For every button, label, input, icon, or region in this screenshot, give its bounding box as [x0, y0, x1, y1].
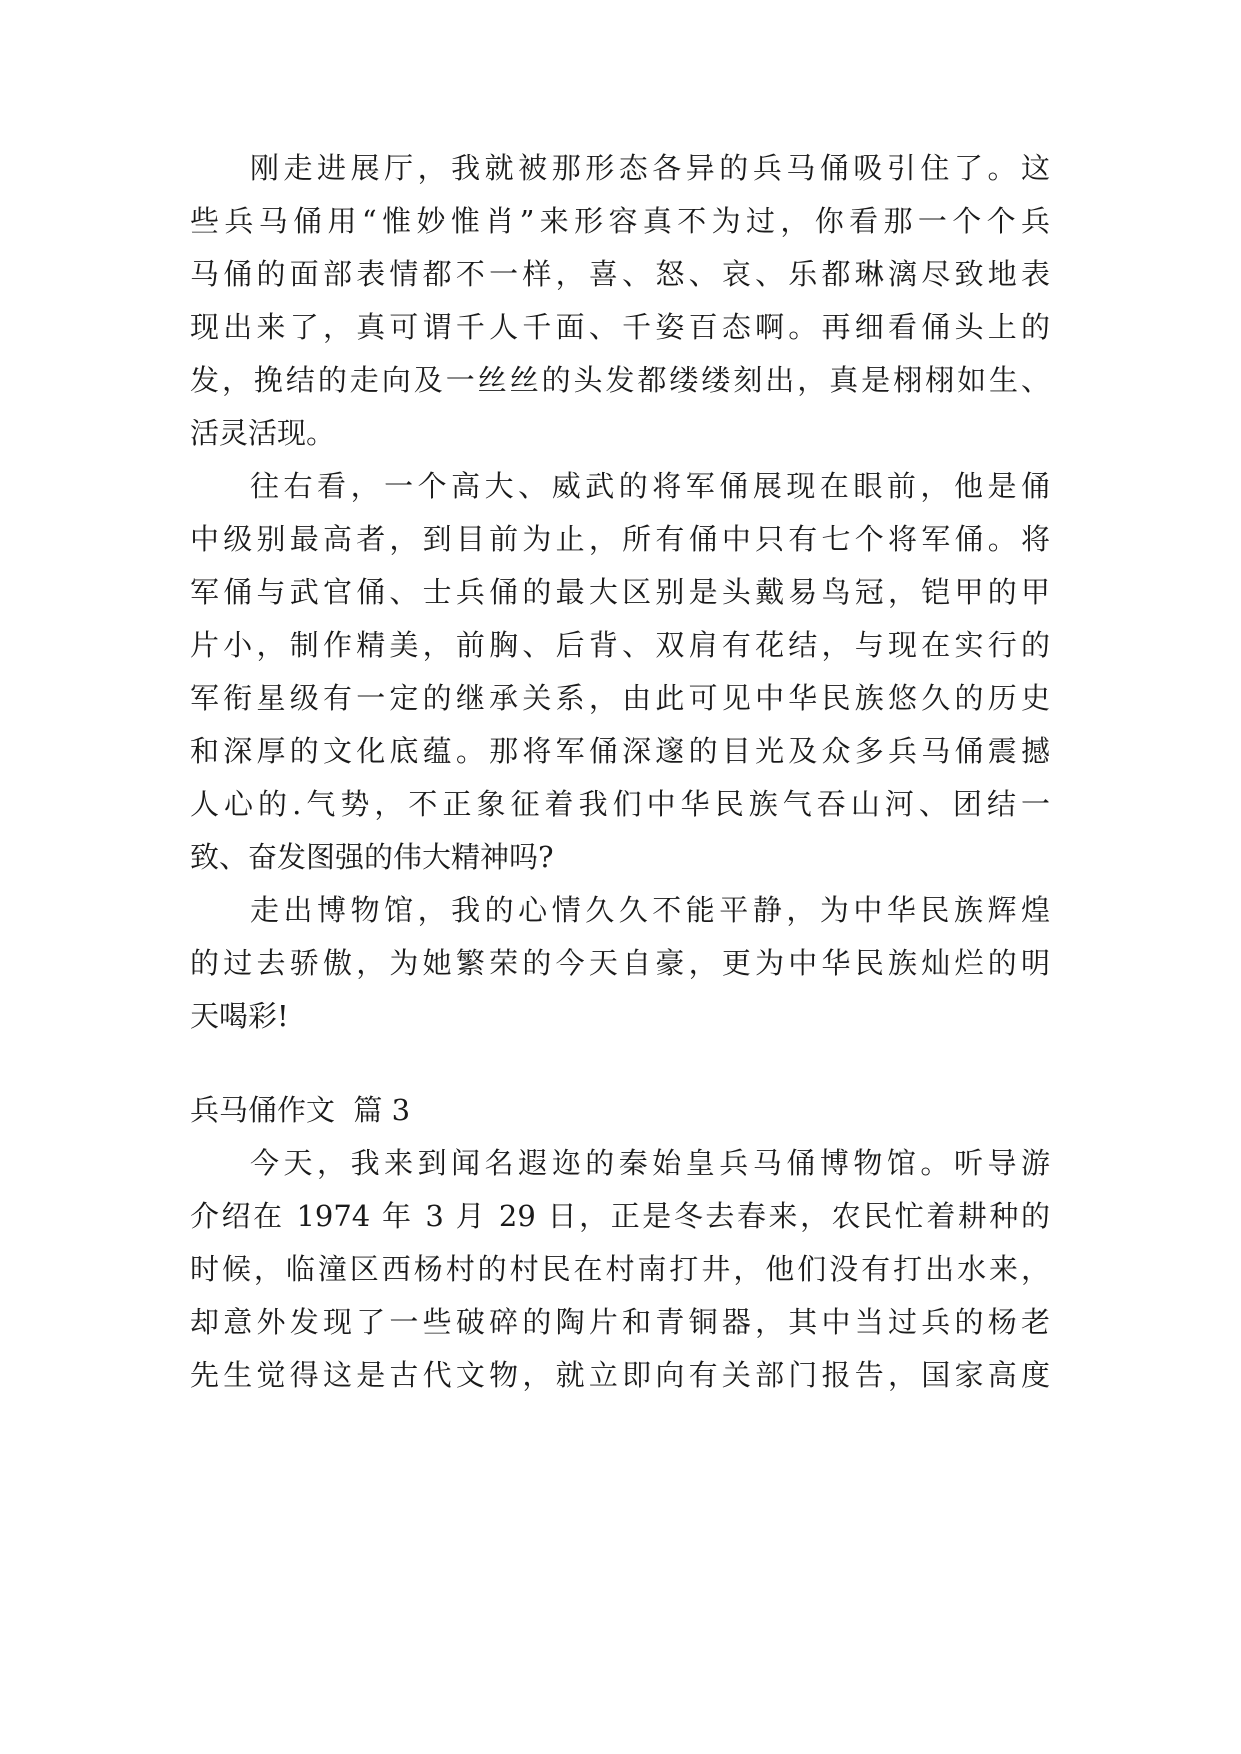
section-paragraph-line-2: 介绍在 1974 年 3 月 29 日，正是冬去春来，农民忙着耕种的 [190, 1199, 1050, 1233]
paragraph-1-line-2: 些兵马俑用“惟妙惟肖”来形容真不为过，你看那一个个兵 [190, 204, 1050, 238]
paragraph-1-line-4: 现出来了，真可谓千人千面、千姿百态啊。再细看俑头上的 [190, 310, 1050, 344]
section-heading: 兵马俑作文 篇 3 [190, 1093, 411, 1127]
paragraph-1-line-3: 马俑的面部表情都不一样，喜、怒、哀、乐都琳漓尽致地表 [190, 257, 1050, 291]
paragraph-3-line-1: 走出博物馆，我的心情久久不能平静，为中华民族辉煌 [250, 893, 1050, 927]
section-paragraph-line-3: 时候，临潼区西杨村的村民在村南打井，他们没有打出水来， [190, 1252, 1050, 1286]
paragraph-2-line-1: 往右看，一个高大、威武的将军俑展现在眼前，他是俑 [250, 469, 1050, 503]
paragraph-3-line-3: 天喝彩! [190, 999, 289, 1033]
paragraph-1-line-6: 活灵活现。 [190, 416, 336, 450]
paragraph-2-line-7: 人心的.气势，不正象征着我们中华民族气吞山河、团结一 [190, 787, 1050, 821]
paragraph-1-line-5: 发，挽结的走向及一丝丝的头发都缕缕刻出，真是栩栩如生、 [190, 363, 1050, 397]
section-paragraph-line-1: 今天，我来到闻名遐迩的秦始皇兵马俑博物馆。听导游 [250, 1146, 1050, 1180]
section-paragraph-line-5: 先生觉得这是古代文物，就立即向有关部门报告，国家高度 [190, 1358, 1050, 1392]
paragraph-2-line-6: 和深厚的文化底蕴。那将军俑深邃的目光及众多兵马俑震撼 [190, 734, 1050, 768]
paragraph-2-line-8: 致、奋发图强的伟大精神吗? [190, 840, 554, 874]
paragraph-2-line-3: 军俑与武官俑、士兵俑的最大区别是头戴易鸟冠，铠甲的甲 [190, 575, 1050, 609]
paragraph-2-line-5: 军衔星级有一定的继承关系，由此可见中华民族悠久的历史 [190, 681, 1050, 715]
paragraph-2-line-2: 中级别最高者，到目前为止，所有俑中只有七个将军俑。将 [190, 522, 1050, 556]
section-paragraph-line-4: 却意外发现了一些破碎的陶片和青铜器，其中当过兵的杨老 [190, 1305, 1050, 1339]
paragraph-3-line-2: 的过去骄傲，为她繁荣的今天自豪，更为中华民族灿烂的明 [190, 946, 1050, 980]
paragraph-1-line-1: 刚走进展厅，我就被那形态各异的兵马俑吸引住了。这 [250, 151, 1050, 185]
paragraph-2-line-4: 片小，制作精美，前胸、后背、双肩有花结，与现在实行的 [190, 628, 1050, 662]
